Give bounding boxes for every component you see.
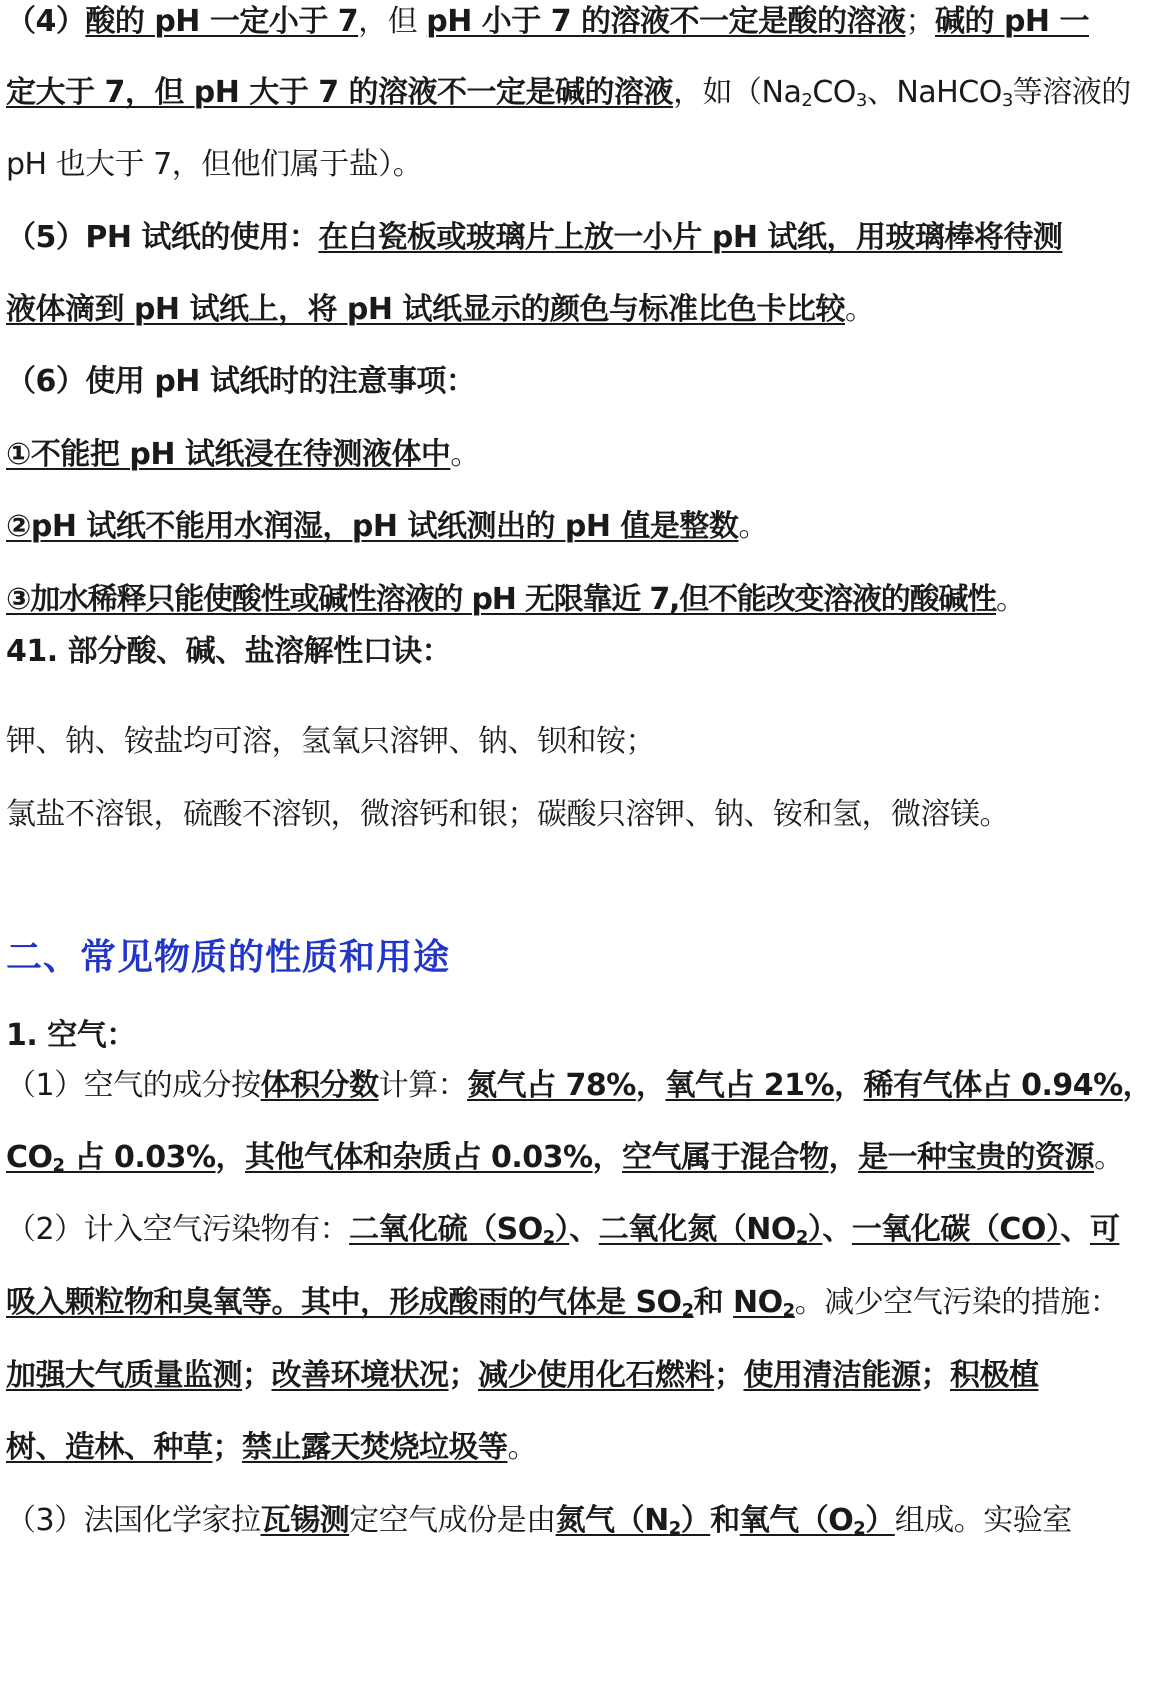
p6-item-1-text: ①不能把 pH 试纸浸在待测液体中	[6, 437, 451, 472]
air3-a: （3）法国化学家拉	[6, 1503, 261, 1538]
air2-n3: 禁止露天焚烧垃圾等	[242, 1430, 508, 1465]
air3-o2-text: 氧气（O	[739, 1503, 854, 1538]
air2-line-3	[6, 1356, 1074, 1396]
air2-sep: ；	[212, 1430, 242, 1465]
air1-resource: 是一种宝贵的资源	[858, 1140, 1095, 1175]
p6-end: 。	[996, 582, 1025, 617]
air2-sub: 2	[542, 1227, 555, 1248]
air-title: 1. 空气：	[6, 1018, 136, 1053]
air1-a: （1）空气的成分按	[6, 1068, 261, 1103]
air2-sep: ；	[448, 1358, 478, 1393]
section-41-line-1: 钾、钠、铵盐均可溶，氢氧只溶钾、钠、钡和铵；	[6, 724, 655, 759]
air1-sep: ，	[215, 1140, 246, 1175]
p5-end: 。	[844, 292, 875, 327]
p6-item-1	[6, 435, 1074, 475]
air1-co2	[6, 1140, 216, 1175]
air2-n1: 树、造林、种草	[6, 1430, 213, 1465]
air1-co2-sub: 2	[52, 1155, 65, 1176]
air2-m5: 减少使用化石燃料	[478, 1358, 714, 1393]
air3-lavoisier: 瓦锡测	[260, 1503, 350, 1538]
p6-item-2-text: ②pH 试纸不能用水润湿，pH 试纸测出的 pH 值是整数	[6, 509, 739, 544]
air3-n2-text: 氮气（N	[555, 1503, 669, 1538]
p6-title: （6）使用 pH 试纸时的注意事项：	[6, 364, 476, 399]
air1-other: 其他气体和杂质占 0.03%	[245, 1140, 593, 1175]
air2-sep: 、	[1060, 1212, 1090, 1247]
p4-line-3	[6, 145, 1074, 185]
p4-sep: ，但	[358, 4, 427, 39]
air2-acid-rain-text: 吸入颗粒物和臭氧等。其中，形成酸雨的气体是 SO	[6, 1285, 682, 1320]
air2-sub: 2	[795, 1227, 808, 1248]
air2-line-1	[6, 1210, 1120, 1250]
air3-n2	[556, 1503, 711, 1538]
air2-m3: 改善环境状况	[271, 1358, 449, 1393]
air3-o2	[740, 1503, 895, 1538]
p4-sub: 3	[855, 90, 867, 111]
air2-measures: 。减少空气污染的措施：	[794, 1285, 1120, 1320]
section-41-line-2: 氯盐不溶银，硫酸不溶钡，微溶钙和银；碳酸只溶钾、钠、铵和氢，微溶镁。	[6, 797, 1009, 832]
air2-particles-a: 可	[1089, 1212, 1120, 1247]
air1-line-2	[6, 1138, 1124, 1178]
p5-lead: （5）PH 试纸的使用：	[6, 220, 319, 255]
air2-and: 和	[693, 1285, 734, 1320]
air1-oxygen: 氧气占 21%	[665, 1068, 835, 1103]
p5-method-1: 在白瓷板或玻璃片上放一小片 pH 试纸，用玻璃棒将待测	[318, 220, 1063, 255]
air2-no2-b	[733, 1285, 795, 1320]
air2-no2-text: 二氧化氮（NO	[598, 1212, 796, 1247]
air3-sub: 2	[853, 1518, 866, 1539]
p4-semicolon: ；	[905, 4, 936, 39]
section-41-title: 41. 部分酸、碱、盐溶解性口诀：	[6, 634, 452, 669]
air2-m9: 积极植	[950, 1358, 1039, 1393]
air2-sep: ；	[920, 1358, 950, 1393]
p5-line-1	[6, 218, 1074, 258]
air2-end: 。	[507, 1430, 537, 1465]
p6-end: 。	[738, 509, 768, 544]
p4-line-1	[6, 2, 1089, 42]
air2-a: （2）计入空气污染物有：	[6, 1212, 350, 1247]
p5-line-2	[6, 290, 1074, 330]
p4-acid-ph: 酸的 pH 一定小于 7	[85, 4, 359, 39]
air2-sep: 、	[822, 1212, 852, 1247]
air2-no2	[599, 1212, 823, 1247]
air1-co2-text: CO	[6, 1140, 53, 1175]
air2-sub: 2	[681, 1300, 694, 1321]
p4-example-d: 等溶液的	[1012, 75, 1131, 110]
air2-co: 一氧化碳（CO）	[851, 1212, 1061, 1247]
air1-noble-gas: 稀有气体占 0.94%	[863, 1068, 1123, 1103]
air3-paren: ）	[865, 1503, 895, 1538]
air2-sep: 、	[569, 1212, 599, 1247]
air2-line-2	[6, 1283, 1120, 1323]
p5-method-2: 液体滴到 pH 试纸上，将 pH 试纸显示的颜色与标准比色卡比较	[6, 292, 845, 327]
air2-paren: ）	[554, 1212, 570, 1247]
p4-example: ，如（Na	[673, 75, 802, 110]
air1-co2-share: 占 0.03%	[64, 1140, 216, 1175]
air2-no2-b-text: NO	[733, 1285, 783, 1320]
p6-item-3-text: ③加水稀释只能使酸性或碱性溶液的 pH 无限靠近 7,但不能改变溶液的酸碱性	[6, 582, 996, 617]
p4-example-b: CO	[812, 75, 856, 110]
air1-nitrogen: 氮气占 78%	[467, 1068, 636, 1103]
air3-g: 组成。实验室	[894, 1503, 1072, 1538]
air3-and: 和	[710, 1503, 740, 1538]
air1-c: 计算：	[378, 1068, 468, 1103]
air1-sep: ，	[592, 1140, 623, 1175]
air1-volume-fraction: 体积分数	[260, 1068, 379, 1103]
air2-line-4	[6, 1428, 1074, 1468]
air2-m7: 使用清洁能源	[743, 1358, 921, 1393]
air1-sep: ，	[635, 1068, 666, 1103]
p4-line-2	[6, 73, 1131, 113]
p4-salt-note: pH 也大于 7，但他们属于盐）。	[6, 147, 423, 182]
p4-acid-solution: pH 小于 7 的溶液不一定是酸的溶液	[426, 4, 906, 39]
air1-sep: ，	[1122, 1068, 1152, 1103]
air1-line-1	[6, 1066, 1152, 1106]
air2-acid-rain	[6, 1285, 694, 1320]
air3-paren: ）	[680, 1503, 711, 1538]
air2-sub: 2	[782, 1300, 795, 1321]
air2-m1: 加强大气质量监测	[6, 1358, 242, 1393]
air3-sub: 2	[668, 1518, 681, 1539]
air1-mixture: 空气属于混合物	[622, 1140, 829, 1175]
air1-sep: ，	[828, 1140, 859, 1175]
p4-base-ph: 碱的 pH 一	[935, 4, 1089, 39]
air2-sep: ；	[242, 1358, 272, 1393]
p6-item-2	[6, 507, 1074, 547]
air1-sep: ，	[834, 1068, 864, 1103]
air3-c: 定空气成份是由	[349, 1503, 556, 1538]
air2-so2	[349, 1212, 569, 1247]
air3-line-1	[6, 1501, 1074, 1541]
air1-end: 。	[1094, 1140, 1124, 1175]
p4-sub: 2	[801, 90, 813, 111]
p6-end: 。	[450, 437, 480, 472]
p6-item-3	[6, 580, 1074, 620]
p4-sub: 3	[1001, 90, 1013, 111]
air2-so2-text: 二氧化硫（SO	[349, 1212, 543, 1247]
p4-example-c: 、NaHCO	[866, 75, 1002, 110]
p4-lead: （4）	[6, 4, 86, 39]
p4-base-solution: 定大于 7，但 pH 大于 7 的溶液不一定是碱的溶液	[6, 75, 674, 110]
air2-paren: ）	[807, 1212, 823, 1247]
section-2-heading: 二、常见物质的性质和用途	[6, 937, 451, 978]
air2-sep: ；	[714, 1358, 744, 1393]
